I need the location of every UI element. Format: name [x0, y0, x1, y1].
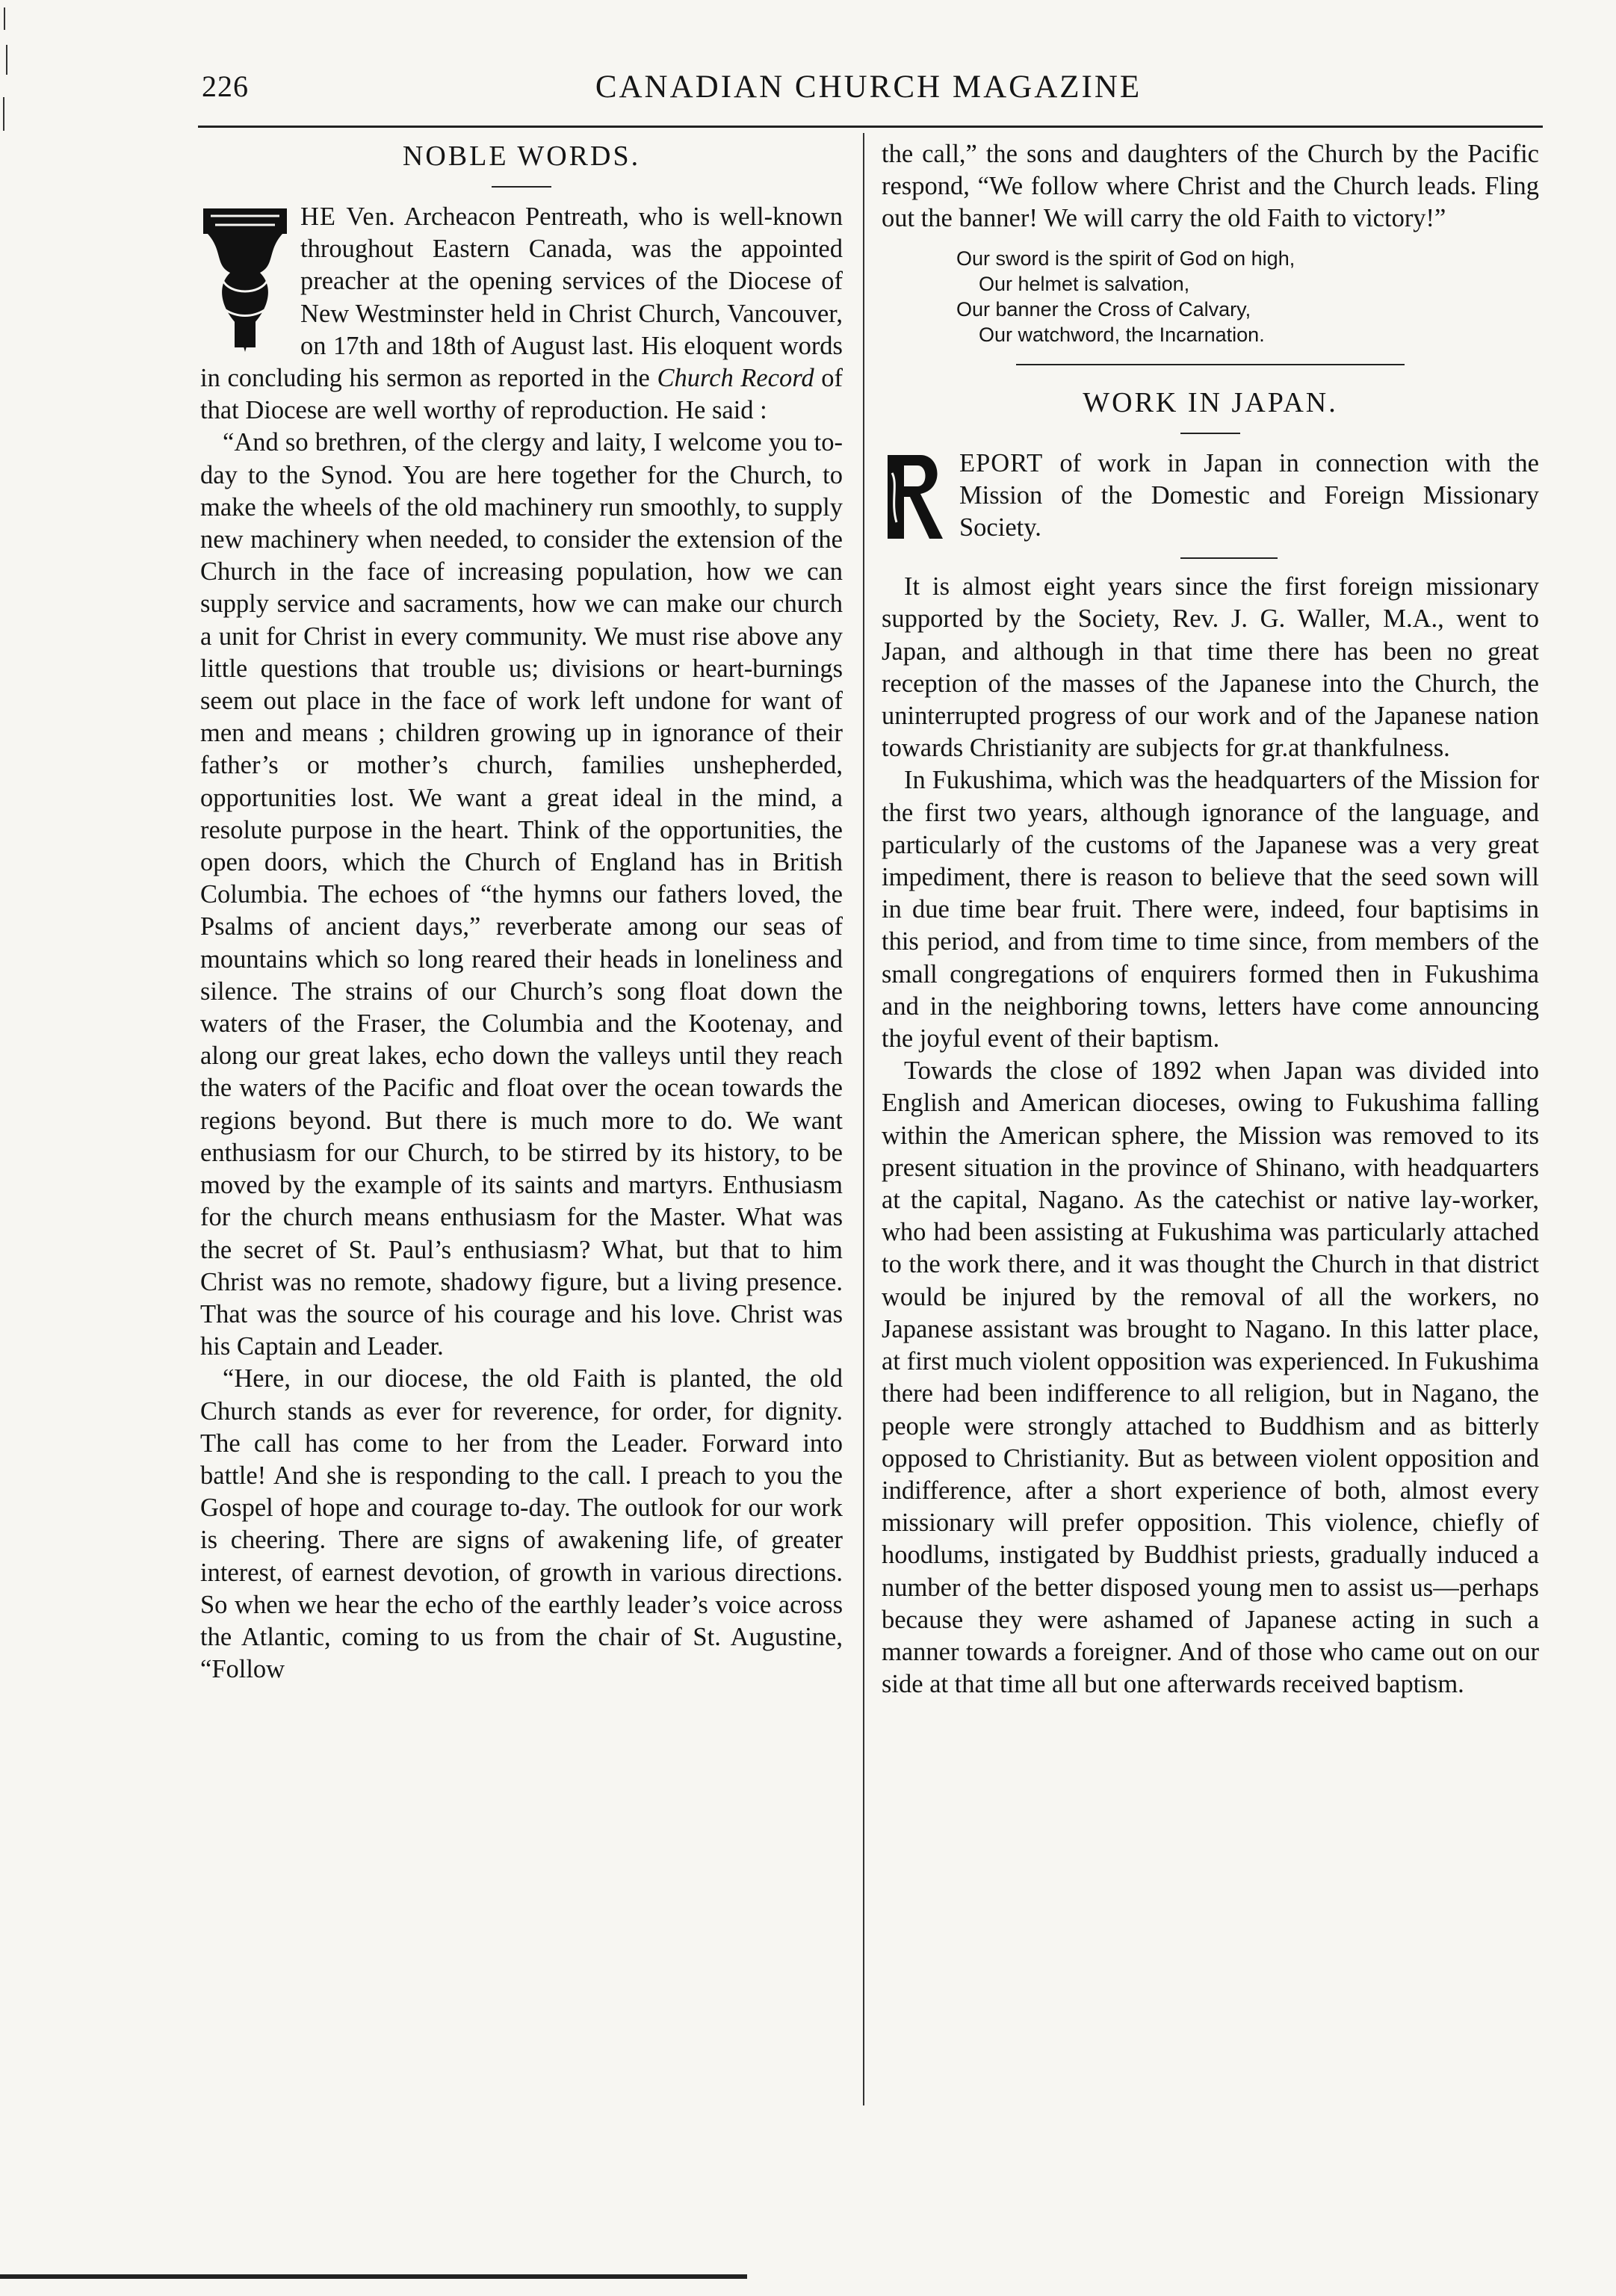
- article-title-noble-words: NOBLE WORDS.: [402, 140, 641, 172]
- article-paragraph: In Fukushima, which was the headquarters of the Mission for the first two years, although ignorance of the language, and particularly of the customs of the Japanese was a very great impediment, there is reason to believe that the seed sown will in due time bear fruit. There were, indeed, four baptisims in this period, and from time to time since, from members of the small congregations of enquirers formed then in Fukushima and in the neighboring towns, letters have come announcing the joyful event of their baptism.: [882, 766, 1539, 1053]
- poem-line: Our sword is the spirit of God on high,: [956, 247, 1295, 270]
- page-number: 226: [202, 69, 249, 103]
- title-rule: [1180, 433, 1240, 434]
- poem-line: Our watchword, the Incarnation.: [979, 323, 1265, 346]
- poem-line: Our banner the Cross of Calvary,: [956, 297, 1251, 321]
- margin-scan-marks: [0, 0, 10, 149]
- article-paragraph: “Here, in our diocese, the old Faith is planted, the old Church stands as ever for reverence, for order, for dignity. The call has come to her from the Leader. Forward into battle! And she is responding to the call. I preach to you the Gospel of hope and courage to-day. The outlook for our work is cheering. There are signs of awakening life, of greater interest, of earnest devotion, of growth in various directions. So when we hear the echo of the earthly leader’s voice across the Atlantic, coming to us from the chair of St. Augustine, “Follow: [200, 1364, 843, 1684]
- header-rule: [198, 126, 1543, 128]
- right-column: [882, 138, 1539, 1701]
- article-paragraph: “And so brethren, of the clergy and laity, I welcome you to-day to the Synod. You are here together for the Church, to make the wheels of the old machinery run smoothly, to supply new machinery when needed, to consider the extension of the Church in the face of increasing population, how we can supply service and sacraments, how we can make our church a unit for Christ in every community. We must rise above any little questions that trouble us; divisions or heart-burnings seem out place in the face of work left undone for want of men and means ; children growing up in ignorance of their father’s or mother’s church, families unshepherded, opportunities lost. We want a great ideal in the mind, a resolute purpose in the heart. Think of the opportunities, the open doors, which the Church of England has in British Columbia. The echoes of “the hymns our fathers loved, the Psalms of ancient days,” reverberate among our seas of mountains which so long reared their heads in loneliness and silence. The strains of our Church’s song float down the waters of the Fraser, the Columbia and the Kootenay, and along our great lakes, echo down the valleys until they reach the waters of the Pacific and float over the ocean towards the regions beyond. But there is much more to do. We want enthusiasm for our Church, to be stirred by its history, to be moved by the example of its saints and martyrs. Enthusiasm for the church means enthusiasm for the Master. What was the secret of St. Paul’s enthusiasm? What, but that to him Christ was no remote, shadowy figure, but a living presence. That was the source of his courage and his love. Christ was his Captain and Leader.: [200, 428, 843, 1361]
- article-paragraph-continued: the call,” the sons and daughters of the Church by the Pacific respond, “We follow where Christ and the Church leads. Fling out the banner! We will carry the old Faith to victory!”: [882, 140, 1539, 233]
- section-separator-rule: [1016, 364, 1405, 365]
- magazine-title: CANADIAN CHURCH MAGAZINE: [595, 69, 1142, 105]
- column-divider: [863, 133, 864, 2105]
- italic-title: Church Record: [657, 364, 814, 393]
- ornamental-dropcap-t: [200, 205, 290, 355]
- poem-line: Our helmet is salvation,: [979, 272, 1190, 295]
- running-head: [202, 69, 1535, 121]
- article-lead-paragraph: [882, 448, 1539, 545]
- title-rule: [492, 186, 551, 188]
- paragraph-text: Archeacon Pentreath, who is well-known throughout Eastern Canada, was the appointed preacher at the opening services of the Diocese of New Westminster held in Christ Church, Vancouver, on 17th and 18th of August last. His eloquent words in concluding his sermon as reported in the: [200, 202, 843, 393]
- ornamental-dropcap-r: [882, 451, 949, 544]
- left-column: [200, 138, 843, 1686]
- paragraph-text: of work in Japan in connection with the Mission of the Domestic and Foreign Missionary Society.: [959, 448, 1539, 542]
- lead-words: EPORT: [959, 448, 1044, 477]
- article-paragraph: Towards the close of 1892 when Japan was divided into English and American dioceses, owing to Fukushima falling within the American sphere, the Mission was removed to its present situation in the province of Shinano, with headquarters at the capital, Nagano. As the catechist or native lay-worker, who had been assisting at Fukushima was particularly attached to the work there, and it was thought the Church in that district would be injured by the removal of all the workers, no Japanese assistant was brought to Nagano. In this latter place, at first much violent opposition was experienced. In Fukushima there had been indifference to all religion, but in Nagano, the people were strongly attached to Buddhism and as bitterly opposed to Christianity. But as between violent opposition and indifference, after a short experience of both, almost every missionary will prefer opposition. This violence, chiefly of hoodlums, instigated by Buddhist priests, gradually induced a number of the better disposed young men to assist us—perhaps because they were ashamed of Japanese acting in such a manner towards a foreigner. And of those who came out on our side at that time all but one afterwards received baptism.: [882, 1056, 1539, 1699]
- lead-words: HE Ven.: [300, 202, 396, 231]
- lead-rule: [1180, 557, 1278, 559]
- article-paragraph: [200, 201, 843, 427]
- article-title-work-in-japan: WORK IN JAPAN.: [1083, 386, 1338, 418]
- paragraph-text: of that Diocese are well worthy of reproduction. He said :: [200, 364, 843, 425]
- article-paragraph: It is almost eight years since the first foreign missionary supported by the Society, Rev. J. G. Waller, M.A., went to Japan, and although in that time there has been no great reception of the masses of the Japanese into the Church, the uninterrupted progress of our work and of the Japanese nation towards Christianity are subjects for gr.at thankfulness.: [882, 572, 1539, 763]
- footer-rule: [0, 2274, 747, 2279]
- poem-stanza: [956, 246, 1539, 347]
